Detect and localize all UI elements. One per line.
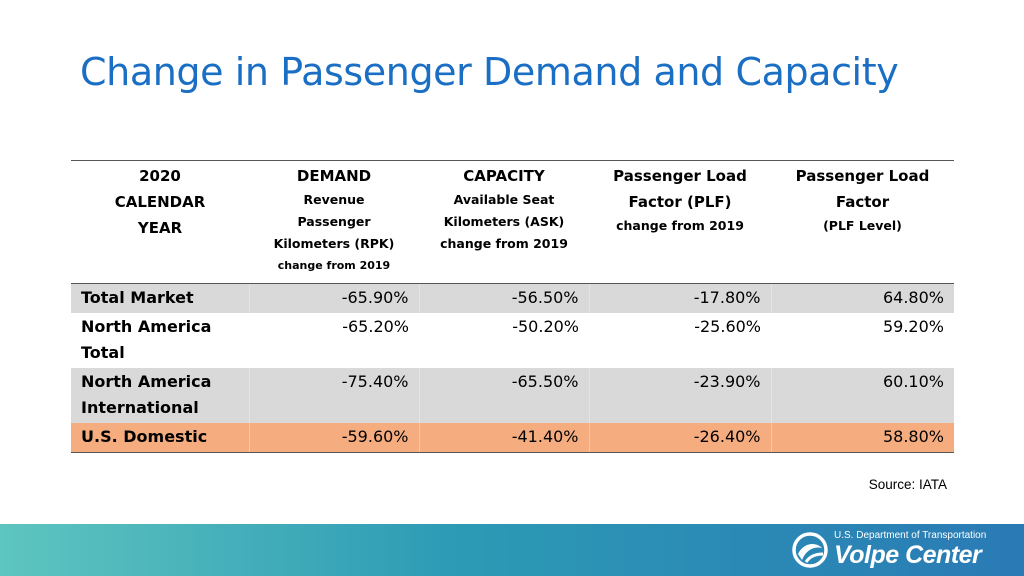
source-note: Source: IATA [868, 477, 947, 492]
plf-change-cell: -23.90% [589, 368, 771, 423]
org-name-logo: Volpe Center [834, 541, 982, 569]
demand-cell: -75.40% [249, 368, 419, 423]
row-label: Total Market [71, 284, 249, 314]
plf-level-cell: 59.20% [882, 317, 944, 336]
header-plf-level: Passenger Load Factor (PLF Level) [771, 161, 954, 284]
table-row-total-market [71, 284, 954, 314]
header-demand: DEMAND Revenue Passenger Kilometers (RPK) change from 2019 [249, 161, 419, 284]
row-label: North America Total [81, 317, 212, 362]
header-capacity: CAPACITY Available Seat Kilometers (ASK) change from 2019 [419, 161, 589, 284]
table-row-us-domestic [71, 423, 954, 453]
header-year: 2020 CALENDAR YEAR [71, 161, 249, 284]
demand-capacity-table [71, 160, 954, 453]
table-row-north-america-international [71, 368, 954, 423]
plf-level-cell: 60.10% [771, 368, 954, 423]
header-plf-change: Passenger Load Factor (PLF) change from 2019 [589, 161, 771, 284]
capacity-cell: -56.50% [419, 284, 589, 314]
capacity-cell: -41.40% [419, 423, 589, 453]
demand-cell: -65.20% [342, 317, 409, 336]
volpe-swirl-icon [792, 532, 828, 568]
plf-change-cell: -25.60% [694, 317, 761, 336]
demand-cell: -59.60% [249, 423, 419, 453]
demand-cell: -65.90% [249, 284, 419, 314]
row-label: U.S. Domestic [71, 423, 249, 453]
plf-level-cell: 64.80% [771, 284, 954, 314]
table-header-row [71, 161, 954, 284]
plf-change-cell: -26.40% [589, 423, 771, 453]
org-department-line: U.S. Department of Transportation [834, 530, 987, 541]
plf-change-cell: -17.80% [589, 284, 771, 314]
row-label: North America International [71, 368, 249, 423]
capacity-cell: -65.50% [419, 368, 589, 423]
plf-level-cell: 58.80% [771, 423, 954, 453]
table-row-north-america-total [71, 313, 954, 368]
capacity-cell: -50.20% [512, 317, 579, 336]
page-title: Change in Passenger Demand and Capacity [80, 50, 899, 94]
